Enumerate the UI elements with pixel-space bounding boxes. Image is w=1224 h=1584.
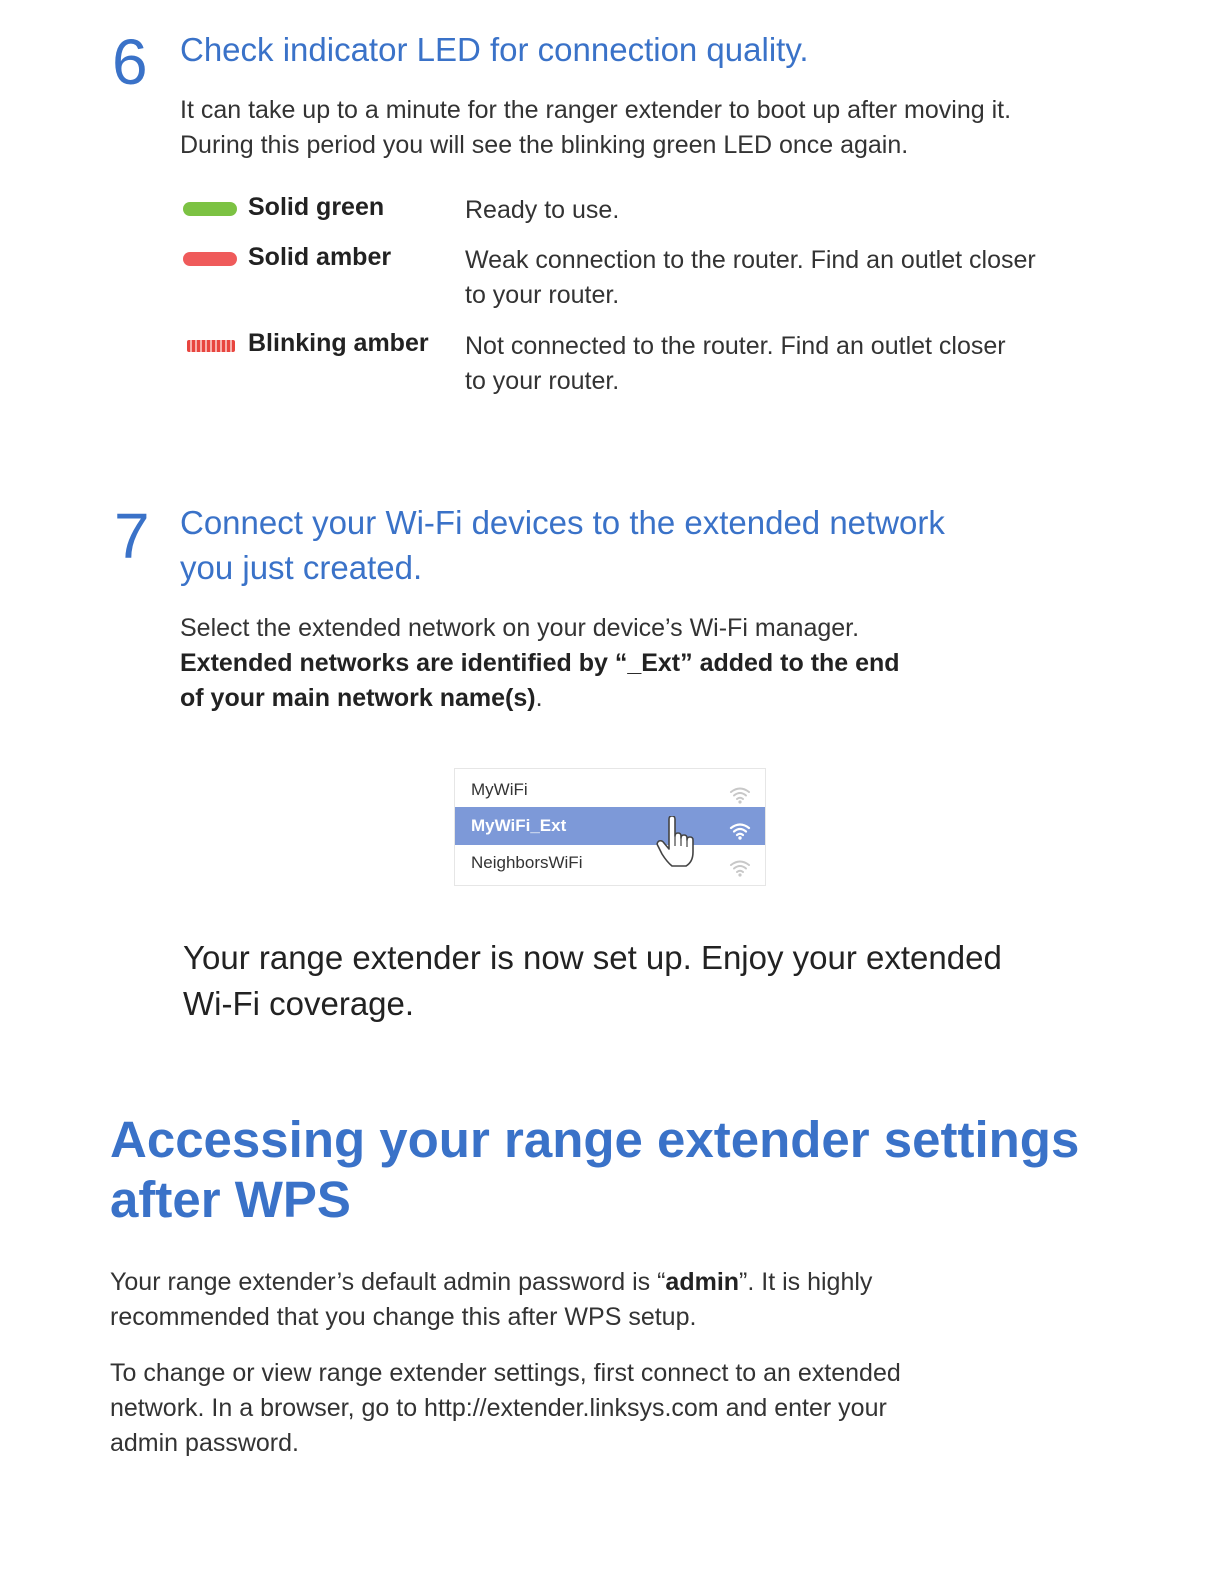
step-7-title xyxy=(180,500,945,590)
settings-text-line: admin password. xyxy=(110,1429,299,1457)
step-6-body xyxy=(180,93,1011,163)
step-7-body xyxy=(180,611,900,716)
setup-complete-message xyxy=(183,935,1002,1027)
led-label: Solid green xyxy=(248,193,385,221)
led-description xyxy=(465,329,1006,399)
step-7-title-line: Connect your Wi-Fi devices to the extended network xyxy=(180,504,945,541)
wifi-network-item[interactable] xyxy=(455,771,765,809)
led-blinking-amber-icon xyxy=(187,340,235,352)
step-7-body-line: Select the extended network on your device’s Wi-Fi manager. xyxy=(180,614,860,642)
led-description-line: to your router. xyxy=(465,367,620,395)
wifi-network-item[interactable] xyxy=(455,844,765,882)
hand-pointer-icon xyxy=(656,816,696,868)
password-text: Your range extender’s default admin password is “ xyxy=(110,1268,666,1296)
step-7-title-line: you just created. xyxy=(180,549,423,586)
led-description: Ready to use. xyxy=(465,196,620,224)
led-label: Solid amber xyxy=(248,243,392,271)
step-6-body-line: It can take up to a minute for the ranger extender to boot up after moving it. xyxy=(180,96,1012,124)
led-label: Blinking amber xyxy=(248,329,429,357)
led-description xyxy=(465,243,1036,313)
default-password: admin xyxy=(665,1268,740,1296)
section-heading-line: after WPS xyxy=(110,1171,351,1228)
led-solid-amber-icon xyxy=(183,252,237,266)
wifi-network-name: NeighborsWiFi xyxy=(471,853,583,872)
section-heading xyxy=(110,1110,1079,1230)
wifi-signal-icon xyxy=(729,853,751,891)
settings-paragraph xyxy=(110,1356,901,1461)
step-7-number: 7 xyxy=(114,500,150,572)
wifi-network-name: MyWiFi_Ext xyxy=(471,816,567,835)
led-solid-green-icon xyxy=(183,202,237,216)
wifi-network-item-selected[interactable] xyxy=(455,807,765,845)
led-description-line: Not connected to the router. Find an outlet closer xyxy=(465,332,1006,360)
wifi-network-name: MyWiFi xyxy=(471,780,528,799)
settings-text-line: To change or view range extender settings, first connect to an extended xyxy=(110,1359,901,1387)
setup-complete-line: Your range extender is now set up. Enjoy your extended xyxy=(183,939,1002,976)
led-description-line: Weak connection to the router. Find an outlet closer xyxy=(465,246,1036,274)
step-6-title: Check indicator LED for connection quality. xyxy=(180,31,809,68)
section-heading-line: Accessing your range extender settings xyxy=(110,1111,1080,1168)
led-description-line: to your router. xyxy=(465,281,620,309)
step-7-period: . xyxy=(535,684,543,712)
setup-complete-line: Wi-Fi coverage. xyxy=(183,985,415,1022)
wifi-network-list xyxy=(454,768,766,886)
step-7-bold-line: Extended networks are identified by “_Ext” added to the end xyxy=(180,649,900,677)
step-6-body-line: During this period you will see the blinking green LED once again. xyxy=(180,131,909,159)
password-text: ”. It is highly xyxy=(739,1268,873,1296)
step-6-number: 6 xyxy=(112,26,148,98)
password-paragraph xyxy=(110,1265,872,1335)
password-text-line: recommended that you change this after WPS setup. xyxy=(110,1303,697,1331)
step-7-bold-line: of your main network name(s) xyxy=(180,684,536,712)
settings-text-line: network. In a browser, go to http://extender.linksys.com and enter your xyxy=(110,1394,887,1422)
